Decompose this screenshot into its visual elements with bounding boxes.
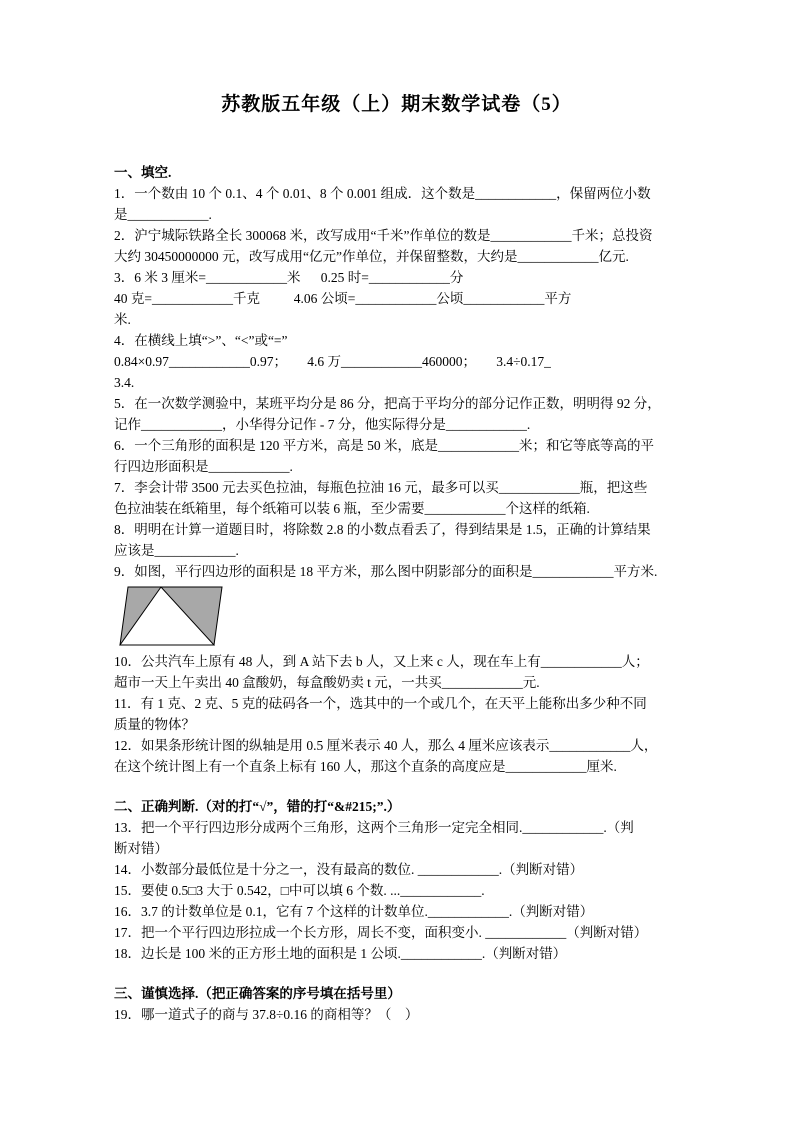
- text-line: 在这个统计图上有一个直条上标有 160 人，那这个直条的高度应是____________厘米.: [114, 759, 617, 774]
- text-line: 行四边形面积是____________.: [114, 459, 293, 474]
- blank-line: [114, 964, 705, 983]
- text-line: 5．在一次数学测验中，某班平均分是 86 分，把高于平均分的部分记作正数，明明得 92 分，: [114, 396, 661, 411]
- section-heading: 二、正确判断.（对的打“√”，错的打“&#215;”.）: [114, 799, 401, 814]
- text-line: 18．边长是 100 米的正方形土地的面积是 1 公顷.____________.（判断对错）: [114, 946, 567, 961]
- parallelogram-figure: [114, 582, 705, 651]
- document-lines: [114, 162, 705, 1025]
- text-line: 12．如果条形统计图的纵轴是用 0.5 厘米表示 40 人，那么 4 厘米应该表示____________人，: [114, 738, 658, 753]
- text-line: 是____________.: [114, 207, 212, 222]
- text-line: 米.: [114, 312, 131, 327]
- text-line: 应该是____________.: [114, 543, 239, 558]
- text-line: 大约 30450000000 元，改写成用“亿元”作单位，并保留整数，大约是____________亿元.: [114, 249, 629, 264]
- text-line: 色拉油装在纸箱里，每个纸箱可以装 6 瓶，至少需要____________个这样的纸箱.: [114, 501, 590, 516]
- text-line: 超市一天上午卖出 40 盒酸奶，每盒酸奶卖 t 元，一共买____________元.: [114, 675, 540, 690]
- text-line: 3．6 米 3 厘米=____________米 0.25 时=____________分: [114, 270, 464, 285]
- text-line: 0.84×0.97____________0.97； 4.6 万____________460000； 3.4÷0.17_: [114, 354, 551, 369]
- section-heading: 一、填空.: [114, 165, 172, 180]
- blank-line: [114, 777, 705, 796]
- text-line: 17．把一个平行四边形拉成一个长方形，周长不变，面积变小. ____________（判断对错）: [114, 925, 648, 940]
- text-line: 4．在横线上填“>”、“<”或“=”: [114, 333, 288, 348]
- text-line: 40 克=____________千克 4.06 公顷=____________公顷____________平方: [114, 291, 572, 306]
- parallelogram-shaded-svg: [119, 586, 223, 646]
- text-line: 1．一个数由 10 个 0.1、4 个 0.01、8 个 0.001 组成．这个数是____________，保留两位小数: [114, 186, 651, 201]
- text-line: 记作____________，小华得分记作 - 7 分，他实际得分是____________.: [114, 417, 531, 432]
- text-line: 16．3.7 的计数单位是 0.1，它有 7 个这样的计数单位.____________.（判断对错）: [114, 904, 594, 919]
- text-line: 8．明明在计算一道题目时，将除数 2.8 的小数点看丢了，得到结果是 1.5，正确的计算结果: [114, 522, 651, 537]
- text-line: 断对错）: [114, 841, 168, 856]
- text-line: 11．有 1 克、2 克、5 克的砝码各一个，选其中的一个或几个，在天平上能称出多少种不同: [114, 696, 647, 711]
- text-line: 9．如图，平行四边形的面积是 18 平方米，那么图中阴影部分的面积是____________平方米.: [114, 564, 658, 579]
- text-line: 13．把一个平行四边形分成两个三角形，这两个三角形一定完全相同.____________.（判: [114, 820, 634, 835]
- text-line: 2．沪宁城际铁路全长 300068 米，改写成用“千米”作单位的数是____________千米；总投资: [114, 228, 653, 243]
- text-line: 15．要使 0.5□3 大于 0.542，□中可以填 6 个数. ...____________.: [114, 883, 485, 898]
- text-line: 3.4.: [114, 375, 135, 390]
- text-line: 19．哪一道式子的商与 37.8÷0.16 的商相等？（ ）: [114, 1007, 419, 1022]
- text-line: 7．李会计带 3500 元去买色拉油，每瓶色拉油 16 元，最多可以买____________瓶，把这些: [114, 480, 648, 495]
- page-title: 苏教版五年级（上）期末数学试卷（5）: [221, 94, 572, 115]
- section-heading: 三、谨慎选择.（把正确答案的序号填在括号里）: [114, 986, 401, 1001]
- text-line: 质量的物体？: [114, 717, 195, 732]
- text-line: 6．一个三角形的面积是 120 平方米，高是 50 米，底是____________米；和它等底等高的平: [114, 438, 654, 453]
- text-line: 14．小数部分最低位是十分之一，没有最高的数位. ____________.（判断对错）: [114, 862, 584, 877]
- text-line: 10．公共汽车上原有 48 人，到 A 站下去 b 人，又上来 c 人，现在车上有____________人；: [114, 654, 649, 669]
